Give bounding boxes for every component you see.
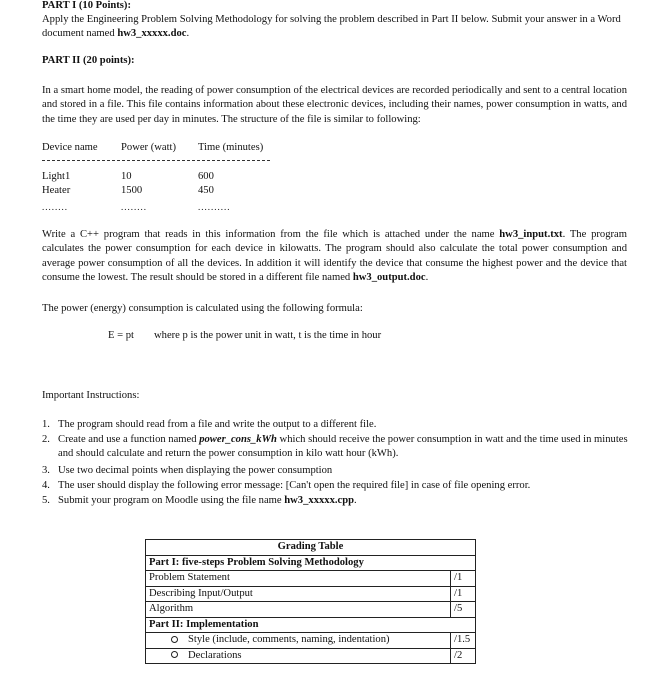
bullet-icon	[171, 636, 178, 643]
part1-body-text: Apply the Engineering Problem Solving Methodology for solving the problem described in Part II below. Submit your answer in a Word document named	[42, 14, 621, 40]
function-name: power_cons_kWh	[199, 434, 277, 445]
table-divider	[42, 160, 270, 161]
grading-part2-label: Part II: Implementation	[146, 617, 476, 633]
instruction-number: 5.	[42, 495, 50, 506]
instruction-text-pre: Create and use a function named	[58, 434, 200, 445]
grading-item-label: Style (include, comments, naming, indentation)	[188, 634, 390, 645]
row1-power: 10	[121, 171, 132, 182]
grading-part1-label: Part I: five-steps Problem Solving Methodology	[146, 555, 476, 571]
row2-time: 450	[198, 185, 214, 196]
grading-item-points: /1	[451, 571, 476, 587]
grading-row	[146, 602, 476, 618]
ellipsis-power: ........	[121, 202, 147, 212]
column-time: Time (minutes)	[198, 142, 264, 153]
grading-item-label: Problem Statement	[146, 571, 451, 587]
instruction-text: The user should display the following error message: [Can't open the required file] in case of file opening error.	[58, 480, 531, 491]
instruction-number: 4.	[42, 480, 50, 491]
ellipsis-time: ..........	[198, 202, 231, 212]
part2-program-description	[42, 228, 627, 286]
instruction-number: 3.	[42, 465, 50, 476]
row2-device: Heater	[42, 185, 71, 196]
instruction-text	[58, 494, 628, 508]
instruction-text: Use two decimal points when displaying the power consumption	[58, 465, 333, 476]
bullet-icon	[171, 651, 178, 658]
input-filename: hw3_input.txt	[499, 229, 563, 240]
grading-item-points: /5	[451, 602, 476, 618]
column-device-name: Device name	[42, 142, 98, 153]
cpp-filename: hw3_xxxxx.cpp	[284, 495, 355, 506]
instruction-text: The program should read from a file and write the output to a different file.	[58, 419, 377, 430]
grading-item-label: Describing Input/Output	[146, 586, 451, 602]
instructions-heading: Important Instructions:	[42, 390, 140, 401]
instruction-number: 2.	[42, 434, 50, 445]
row1-device: Light1	[42, 171, 71, 182]
grading-title-row	[146, 540, 476, 556]
instruction-text	[58, 433, 628, 462]
part1-body-end: .	[186, 28, 190, 40]
para2-text-a: Write a C++ program that reads in this information from the file which is attached under the name	[42, 229, 500, 240]
grading-title: Grading Table	[146, 540, 476, 556]
grading-row	[146, 633, 476, 649]
grading-row	[146, 648, 476, 664]
part1-filename: hw3_xxxxx.doc	[117, 28, 187, 40]
grading-item-points: /1.5	[451, 633, 476, 649]
instruction-number: 1.	[42, 419, 50, 430]
ellipsis-device: ........	[42, 202, 68, 212]
output-filename: hw3_output.doc	[352, 272, 426, 284]
part2-intro: In a smart home model, the reading of power consumption of the electrical devices are recorded periodically and sent to a central location and stored in a file. This file contains information about these electronic devices, including their names, power consumption in watts, and the time they are used per day in minutes. The structure of the file is similar to following:	[42, 85, 627, 125]
grading-item-cell	[146, 633, 451, 649]
instruction-text-post: which should receive the power consumption in watt and the time used in minutes and should calculate and return the power consumption in kilo watt hour (kWh).	[58, 434, 628, 460]
grading-part2-row	[146, 617, 476, 633]
grading-row	[146, 586, 476, 602]
grading-item-label: Declarations	[188, 649, 242, 661]
formula: E = pt	[108, 330, 134, 341]
para2-text-c: .	[425, 272, 429, 284]
para2-text-b: . The program calculates the power consumption for each device in kilowatts. The program should also calculate the total power consumption and average power consumption of all the devices. In addition it will identify the device that consume the highest power and the device that consume the lowest. The result should be stored in a different file named	[42, 229, 627, 284]
grading-item-points: /1	[451, 586, 476, 602]
row2-power: 1500	[121, 185, 143, 196]
part1-heading: PART I (10 Points):	[42, 0, 131, 11]
instruction-text-post: .	[354, 495, 357, 506]
instruction-text-pre: Submit your program on Moodle using the file name	[58, 495, 285, 506]
grading-part1-row	[146, 555, 476, 571]
row1-time: 600	[198, 171, 214, 182]
formula-intro: The power (energy) consumption is calculated using the following formula:	[42, 303, 363, 314]
formula-note: where p is the power unit in watt, t is the time in hour	[154, 330, 382, 341]
grading-item-label: Algorithm	[146, 602, 451, 618]
part1-body	[42, 13, 627, 42]
part2-heading: PART II (20 points):	[42, 55, 135, 66]
grading-table	[145, 539, 476, 664]
column-power: Power (watt)	[121, 142, 177, 153]
grading-item-points: /2	[451, 648, 476, 664]
grading-row	[146, 571, 476, 587]
grading-item-cell	[146, 648, 451, 664]
